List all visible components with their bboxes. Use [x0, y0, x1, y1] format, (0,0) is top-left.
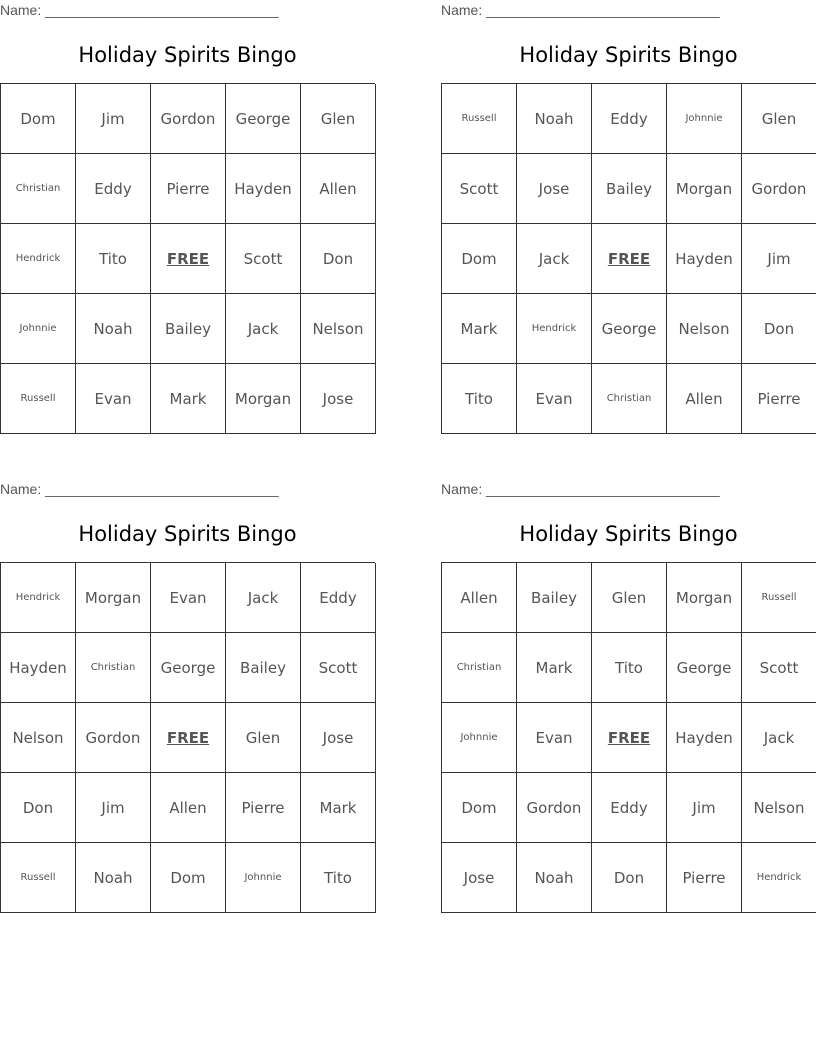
bingo-cell: Don	[742, 294, 816, 364]
bingo-cell: Morgan	[76, 563, 151, 633]
bingo-cell: Nelson	[667, 294, 742, 364]
bingo-cell: Bailey	[517, 563, 592, 633]
bingo-cell: Gordon	[76, 703, 151, 773]
bingo-cell: Gordon	[517, 773, 592, 843]
bingo-cell: Noah	[517, 84, 592, 154]
bingo-cell: Glen	[301, 84, 376, 154]
bingo-cell: Scott	[226, 224, 301, 294]
name-field-label: Name: ______________________________	[441, 2, 720, 18]
bingo-cell: Noah	[517, 843, 592, 913]
free-space: FREE	[151, 703, 226, 773]
card-title: Holiday Spirits Bingo	[519, 522, 738, 546]
bingo-cell: Nelson	[301, 294, 376, 364]
bingo-cell: Johnnie	[442, 703, 517, 773]
bingo-cell: George	[151, 633, 226, 703]
bingo-cell: Eddy	[76, 154, 151, 224]
bingo-cell: Hayden	[667, 224, 742, 294]
card-title: Holiday Spirits Bingo	[519, 43, 738, 67]
name-field-label: Name: ______________________________	[441, 481, 720, 497]
bingo-cell: Bailey	[226, 633, 301, 703]
bingo-cell: Russell	[1, 364, 76, 434]
free-space: FREE	[592, 703, 667, 773]
bingo-cell: Jim	[742, 224, 816, 294]
bingo-cell: Christian	[1, 154, 76, 224]
bingo-cell: Mark	[442, 294, 517, 364]
bingo-cell: Mark	[301, 773, 376, 843]
bingo-grid	[441, 562, 816, 913]
bingo-cell: Christian	[76, 633, 151, 703]
bingo-cell: Scott	[301, 633, 376, 703]
bingo-grid	[441, 83, 816, 434]
bingo-cell: Jack	[742, 703, 816, 773]
bingo-cell: Johnnie	[667, 84, 742, 154]
bingo-cell: Scott	[742, 633, 816, 703]
bingo-cell: Don	[301, 224, 376, 294]
bingo-cell: Hayden	[226, 154, 301, 224]
bingo-cell: Christian	[592, 364, 667, 434]
bingo-cell: Evan	[517, 364, 592, 434]
bingo-cell: Glen	[742, 84, 816, 154]
bingo-cell: Nelson	[742, 773, 816, 843]
bingo-cell: Morgan	[667, 563, 742, 633]
bingo-cell: Gordon	[151, 84, 226, 154]
bingo-cell: Allen	[301, 154, 376, 224]
bingo-cell: Jose	[301, 364, 376, 434]
bingo-cell: Jose	[517, 154, 592, 224]
bingo-cell: Jack	[517, 224, 592, 294]
bingo-cell: Evan	[76, 364, 151, 434]
bingo-grid	[0, 83, 375, 434]
bingo-cell: Pierre	[742, 364, 816, 434]
bingo-cell: Morgan	[226, 364, 301, 434]
bingo-cell: Russell	[442, 84, 517, 154]
bingo-cell: Pierre	[226, 773, 301, 843]
bingo-cell: Jim	[76, 773, 151, 843]
bingo-cell: Nelson	[1, 703, 76, 773]
bingo-cell: Hendrick	[1, 224, 76, 294]
name-field-label: Name: ______________________________	[0, 2, 279, 18]
bingo-cell: Allen	[667, 364, 742, 434]
free-space: FREE	[151, 224, 226, 294]
bingo-cell: Pierre	[667, 843, 742, 913]
bingo-cell: Jim	[667, 773, 742, 843]
bingo-grid	[0, 562, 375, 913]
bingo-cell: Don	[592, 843, 667, 913]
bingo-cell: Jack	[226, 294, 301, 364]
bingo-cell: Russell	[742, 563, 816, 633]
bingo-cell: Jose	[442, 843, 517, 913]
name-field-label: Name: ______________________________	[0, 481, 279, 497]
bingo-cell: Bailey	[592, 154, 667, 224]
bingo-cell: Allen	[442, 563, 517, 633]
bingo-cell: Dom	[442, 224, 517, 294]
free-space: FREE	[592, 224, 667, 294]
bingo-card-4	[441, 479, 816, 914]
bingo-cell: Dom	[151, 843, 226, 913]
bingo-cell: Tito	[301, 843, 376, 913]
bingo-cell: Tito	[442, 364, 517, 434]
bingo-cell: Gordon	[742, 154, 816, 224]
bingo-cell: Jack	[226, 563, 301, 633]
bingo-cell: Glen	[226, 703, 301, 773]
bingo-cell: Hayden	[667, 703, 742, 773]
bingo-cell: Morgan	[667, 154, 742, 224]
bingo-cell: Glen	[592, 563, 667, 633]
bingo-cell: Hendrick	[1, 563, 76, 633]
bingo-cell: Hendrick	[742, 843, 816, 913]
bingo-card-2	[441, 0, 816, 435]
bingo-cell: Evan	[517, 703, 592, 773]
bingo-cell: Dom	[1, 84, 76, 154]
bingo-cell: Bailey	[151, 294, 226, 364]
bingo-cell: George	[667, 633, 742, 703]
bingo-cell: Eddy	[592, 773, 667, 843]
bingo-cell: Mark	[151, 364, 226, 434]
bingo-card-3	[0, 479, 375, 914]
bingo-cell: Noah	[76, 294, 151, 364]
bingo-cell: George	[592, 294, 667, 364]
bingo-cell: Allen	[151, 773, 226, 843]
bingo-cell: Jim	[76, 84, 151, 154]
bingo-cell: Pierre	[151, 154, 226, 224]
card-title: Holiday Spirits Bingo	[78, 522, 297, 546]
bingo-cell: Johnnie	[1, 294, 76, 364]
bingo-cell: Hendrick	[517, 294, 592, 364]
bingo-cell: Jose	[301, 703, 376, 773]
bingo-cell: Mark	[517, 633, 592, 703]
bingo-cell: George	[226, 84, 301, 154]
bingo-cell: Christian	[442, 633, 517, 703]
bingo-cell: Don	[1, 773, 76, 843]
bingo-cell: Dom	[442, 773, 517, 843]
bingo-cell: Scott	[442, 154, 517, 224]
bingo-cell: Hayden	[1, 633, 76, 703]
bingo-cell: Noah	[76, 843, 151, 913]
bingo-cell: Russell	[1, 843, 76, 913]
bingo-cell: Tito	[76, 224, 151, 294]
card-title: Holiday Spirits Bingo	[78, 43, 297, 67]
bingo-cell: Eddy	[592, 84, 667, 154]
bingo-card-1	[0, 0, 375, 435]
bingo-cell: Johnnie	[226, 843, 301, 913]
bingo-cell: Tito	[592, 633, 667, 703]
bingo-cell: Evan	[151, 563, 226, 633]
bingo-cell: Eddy	[301, 563, 376, 633]
